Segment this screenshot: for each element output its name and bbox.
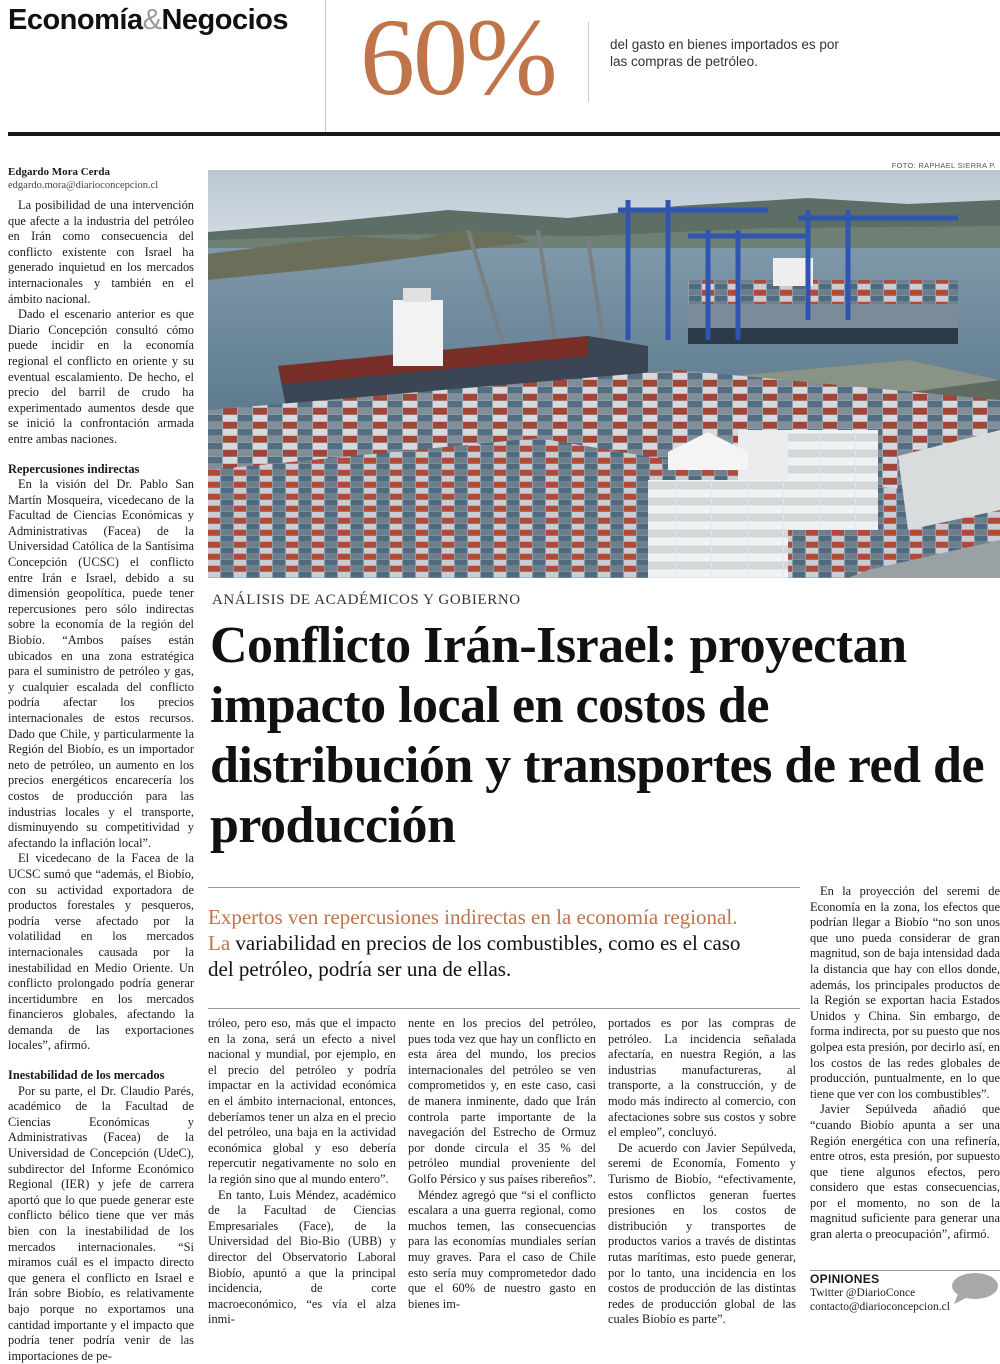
headline-bold-part-1: Conflicto Irán-Israel: <box>210 617 678 674</box>
headline-light-part-1: proyectan <box>677 617 907 674</box>
article-paragraph: En tanto, Luis Méndez, académico de la Facultad de Ciencias Empresariales (Face), de la Universidad del Bio-Bio (UBB) y director del Observatorio Laboral Biobío, apuntó a que la principal incidencia, de corte macroeconómico, “es vía el alza inmi- <box>208 1187 396 1327</box>
section-ampersand: & <box>142 4 162 36</box>
article-paragraph: portados es por las compras de petróleo. La incidencia señalada afectaría, en nuestra Región, a las industrias manufactureras, al transporte, a la construcción, y de modo más indirecto al comercio, con afectaciones sobre sus costos y sobre el empleo”, concluyó. <box>608 1016 796 1140</box>
opinions-rule <box>810 1270 1000 1271</box>
body-column-3 <box>408 1016 596 1316</box>
byline-email: edgardo.mora@diarioconcepcion.cl <box>8 180 159 191</box>
article-paragraph: Por su parte, el Dr. Claudio Parés, académico de la Facultad de Ciencias Económicas y Administrativas (Facea) de la Universidad de Concepción (UdeC), subdirector del Informe Económico Regional (IER) y jefe de carrera aportó que lo que puede generar este conflicto bélico tiene que ver más bien con la inestabilidad de los mercados internacionales. “Si miramos cuál es el impacto directo que genera el conflicto en Israel e Irán sobre Biobío, es relativamente bajo porque no exportamos una cantidad importante y el impacto que podría tener podría venir de las importaciones de pe- <box>8 1083 194 1363</box>
header-divider-right <box>588 22 589 102</box>
article-paragraph: La posibilidad de una intervención que afecte a la industria del petróleo en Irán como consecuencia del conflicto existente con Israel ha generado inquietud en los mercados internacionales y también en el ámbito nacional. <box>8 198 194 306</box>
article-paragraph: Dado el escenario anterior es que Diario Concepción consultó cómo puede incidir en la economía regional el conflicto en oriente y su eventual escalamiento. De hecho, el precio del barril de crudo ha experimentado aumentos desde que se inició la confrontación armada entre ambas naciones. <box>8 307 194 446</box>
photo-credit: FOTO: RAPHAEL SIERRA P. <box>891 161 996 170</box>
article-paragraph: Javier Sepúlveda añadió que “cuando Biobío apunta a ser una Región energética con una refinería, entre otros, esta presión, por supuesto que tiene algunos efectos, pero considero que estas consecuencias, por el momento, no son de la magnitud suficiente para generar una gran alerta o preocupación”, afirmó. <box>810 1102 1000 1242</box>
header-rule <box>8 132 1000 136</box>
article-paragraph: nente en los precios del petróleo, pues toda vez que hay un conflicto en esta área del mundo, los precios internacionales del petróleo se ven comprometidos y, en este caso, casi de manera inminente, dado que Irán controla parte importante de la navegación del Estrecho de Ormuz por donde circula el 35 % del petróleo mundial proveniente del Golfo Pérsico y sus países ribereños”. <box>408 1016 596 1186</box>
article-deck <box>208 904 748 982</box>
opinions-email: contacto@diarioconcepcion.cl <box>810 1301 950 1313</box>
page-header <box>0 0 1000 136</box>
deck-text: variabilidad en precios de los combustibles, como es el caso del petróleo, podría ser una de ellas. <box>208 931 741 981</box>
opinions-title: OPINIONES <box>810 1272 880 1286</box>
body-column-5 <box>810 884 1000 1269</box>
highlight-stat-value: 60% <box>360 0 556 118</box>
highlight-stat-caption: del gasto en bienes importados es por las compras de petróleo. <box>610 37 839 69</box>
header-divider-left <box>325 0 326 132</box>
opinions-twitter: Twitter @DiarioConce <box>810 1287 916 1299</box>
article-kicker: ANÁLISIS DE ACADÉMICOS Y GOBIERNO <box>212 592 521 608</box>
section-word-economia: Economía <box>8 4 143 36</box>
article-paragraph: En la visión del Dr. Pablo San Martín Mosqueira, vicedecano de la Facultad de Ciencias Económicas y Administrativas (Facea) de la Universidad Católica de la Santísima Concepción (UCSC) el conflicto entre Irán e Israel, debido a su dimensión geopolítica, puede tener repercusiones pero sólo indirectas sobre la economía de la región del Biobío. “Ambos países están ubicados en una zona estratégica para el suministro de petróleo y gas, y cualquier escalada del conflicto podría afectar los precios internacionales de estos recursos. Dado que Chile, y particularmente la Región del Biobío, es un importador neto de petróleo, un aumento en los precios energéticos encarecería los costos de producción para las industrias locales y el transporte, disminuyendo su competitividad y afectando la inflación local”. <box>8 477 194 850</box>
body-column-4 <box>608 1016 796 1327</box>
deck-accent-text: Expertos ven repercusiones indirectas en la economía regional. La <box>208 905 738 955</box>
article-paragraph: El vicedecano de la Facea de la UCSC sumó que “además, el Biobío, con su actividad exportadora de productos forestales y pesqueros, podría verse afectado por la volatilidad en los mercados internacionales causada por la inestabilidad en Medio Oriente. Un conflicto prolongado podría generar incertidumbre en los mercados financieros globales, afectando la demanda de las exportaciones locales”, afirmó. <box>8 851 194 1053</box>
port-photo <box>208 170 1000 578</box>
opinions-box <box>810 1272 1000 1320</box>
subhead-inestabilidad: Inestabilidad de los mercados <box>8 1068 165 1083</box>
speech-bubble-icon <box>950 1272 998 1306</box>
headline-light-part-2: y transportes de red de producción <box>210 737 985 854</box>
port-container-terminal-image <box>208 170 1000 578</box>
article-paragraph: De acuerdo con Javier Sepúlveda, seremi de Economía, Fomento y Turismo de Biobío, “efectivamente, estos conflictos generan fuertes presiones en los costos de distribución y transportes de productos varios a través de distintas rutas marítimas, esto puede generar, por lo tanto, una incidencia en los costos de producción de las distintas redes de producción global de las cuales Biobío es parte”. <box>608 1140 796 1327</box>
left-column <box>8 166 194 1363</box>
deck-rule-top <box>208 887 800 888</box>
article-paragraph: tróleo, pero eso, más que el impacto en la zona, será un efecto a nivel nacional y mundial, por ejemplo, en el precio del petróleo y podría impactar en la actividad económica en el ámbito internacional, entonces, deberíamos tener un alza en el precio del petróleo, una baja en la actividad económica global y eso debería repercutir negativamente no solo en la región sino que al mundo entero”. <box>208 1016 396 1186</box>
headline-bold-part-2: impacto local en costos de distribución <box>210 677 769 794</box>
section-name <box>8 4 288 37</box>
byline-author: Edgardo Mora Cerda <box>8 166 111 178</box>
article-headline <box>210 616 1000 856</box>
deck-rule-bottom <box>208 1008 800 1009</box>
body-column-2 <box>208 1016 396 1327</box>
article-paragraph: Méndez agregó que “si el conflicto escalara a una guerra regional, como muchos temen, las consecuencias para las economías mundiales serían muy graves. Para el caso de Chile esto sería muy comprometedor dado que el 60% de nuestro gasto en bienes im- <box>408 1187 596 1311</box>
section-word-negocios: Negocios <box>161 4 288 36</box>
subhead-repercusiones: Repercusiones indirectas <box>8 461 140 476</box>
article-paragraph: En la proyección del seremi de Economía en la zona, los efectos que podrían llegar a Biobío “no son unos que uno pueda considerar de gran magnitud, son de baja intensidad dada la distancia que hay con ellos donde, además, los principales productos de la Región se exportan hacia Estados Unidos y China. Sin embargo, de forma indirecta, por su puesto que nos golpea esta presión, por decirlo así, en los costos de las redes globales de producción, puntualmente, en lo que tiene que ver con los combustibles”. <box>810 884 1000 1101</box>
